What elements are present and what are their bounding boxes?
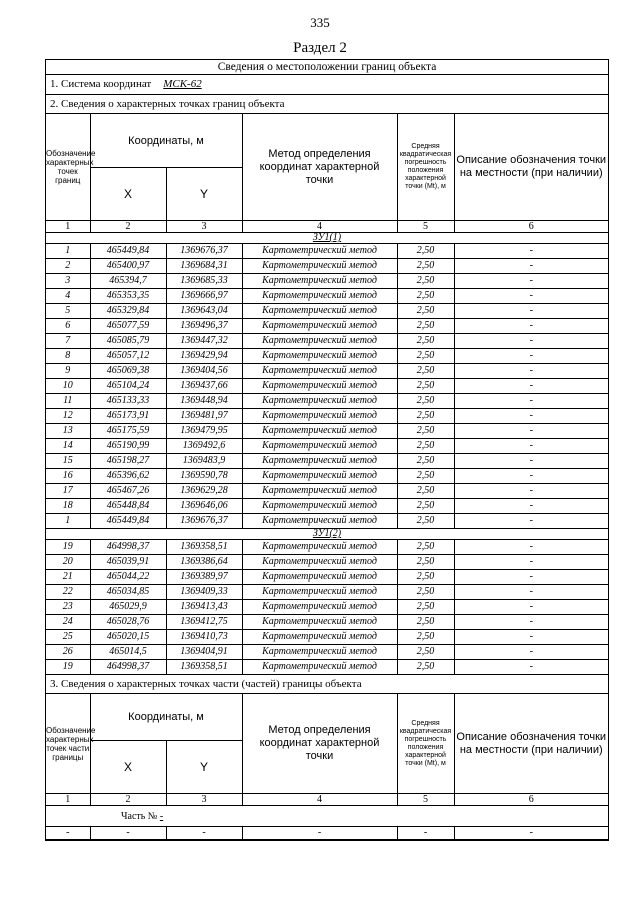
table-cell: 1369483,9	[166, 454, 242, 469]
table-cell: 465057,12	[90, 349, 166, 364]
table-row	[46, 570, 608, 585]
part-label-cell	[46, 806, 608, 827]
table-cell: 465039,91	[90, 555, 166, 570]
table-cell: 1369492,6	[166, 439, 242, 454]
table-cell: Картометрический метод	[242, 244, 397, 259]
table-cell: -	[90, 827, 166, 840]
part-method-header: Метод определения координат характерной точки	[242, 694, 397, 794]
table-cell: 2,50	[397, 615, 454, 630]
group-name: ЗУ1(1)	[46, 233, 608, 244]
table-row	[46, 244, 608, 259]
table-cell: Картометрический метод	[242, 615, 397, 630]
table-cell: 465400,97	[90, 259, 166, 274]
column-number: 1	[46, 794, 90, 806]
table-cell: 2,50	[397, 499, 454, 514]
table-cell: -	[454, 570, 608, 585]
table-cell: 2,50	[397, 274, 454, 289]
table-cell: 3	[46, 274, 90, 289]
table-cell: -	[454, 439, 608, 454]
part-y-header: Y	[166, 741, 242, 794]
table-cell: 465190,99	[90, 439, 166, 454]
table-cell: Картометрический метод	[242, 379, 397, 394]
table-cell: 464998,37	[90, 540, 166, 555]
table-cell: Картометрический метод	[242, 289, 397, 304]
table-cell: 1369389,97	[166, 570, 242, 585]
table-cell: 17	[46, 484, 90, 499]
column-number: 4	[242, 794, 397, 806]
table-cell: 1369429,94	[166, 349, 242, 364]
table-cell: -	[454, 555, 608, 570]
table-row	[46, 630, 608, 645]
table-cell: Картометрический метод	[242, 394, 397, 409]
table-cell: 2,50	[397, 379, 454, 394]
table-cell: 2,50	[397, 645, 454, 660]
boundary-sheet	[45, 59, 609, 841]
column-number: 2	[90, 221, 166, 233]
table-cell: 465029,9	[90, 600, 166, 615]
part-x-header: X	[90, 741, 166, 794]
table-cell: -	[242, 827, 397, 840]
table-cell: 20	[46, 555, 90, 570]
table-cell: 5	[46, 304, 90, 319]
table-cell: 12	[46, 409, 90, 424]
table-cell: 2,50	[397, 334, 454, 349]
table-cell: -	[454, 274, 608, 289]
table-row	[46, 304, 608, 319]
table-cell: -	[454, 645, 608, 660]
table-cell: -	[454, 259, 608, 274]
table-cell: Картометрический метод	[242, 319, 397, 334]
page-number: 335	[310, 15, 330, 30]
table-cell: Картометрический метод	[242, 439, 397, 454]
table-cell: 1369685,33	[166, 274, 242, 289]
description-header: Описание обозначения точки на местности (при наличии)	[454, 114, 608, 221]
table-cell: Картометрический метод	[242, 600, 397, 615]
table-cell: -	[454, 379, 608, 394]
table-cell: 1369676,37	[166, 244, 242, 259]
table-cell: 2,50	[397, 600, 454, 615]
table-row	[46, 499, 608, 514]
table-cell: 2,50	[397, 469, 454, 484]
part-dash-row	[46, 827, 608, 840]
table-cell: 465085,79	[90, 334, 166, 349]
section2-title: 2. Сведения о характерных точках границ объекта	[46, 95, 608, 114]
coordinate-system-label: 1. Система координат	[50, 78, 152, 90]
table-cell: 2,50	[397, 484, 454, 499]
column-number: 3	[166, 794, 242, 806]
table-cell: 9	[46, 364, 90, 379]
table-cell: -	[454, 409, 608, 424]
table-cell: -	[454, 585, 608, 600]
table-cell: 2,50	[397, 570, 454, 585]
header-caption: Сведения о местоположении границ объекта	[46, 60, 608, 75]
part-number: -	[159, 810, 164, 822]
table-cell: -	[454, 289, 608, 304]
table-row	[46, 600, 608, 615]
table-row	[46, 259, 608, 274]
table-cell: 2,50	[397, 364, 454, 379]
table-cell: -	[454, 394, 608, 409]
table-cell: 1369358,51	[166, 540, 242, 555]
table-cell: Картометрический метод	[242, 469, 397, 484]
table-cell: 1369684,31	[166, 259, 242, 274]
table-cell: 1369646,06	[166, 499, 242, 514]
table-cell: -	[454, 540, 608, 555]
table-cell: 1369386,64	[166, 555, 242, 570]
table-cell: -	[454, 304, 608, 319]
column-number: 6	[454, 221, 608, 233]
table-cell: 1	[46, 244, 90, 259]
table-cell: 26	[46, 645, 90, 660]
table-cell: 2,50	[397, 304, 454, 319]
table-cell: Картометрический метод	[242, 660, 397, 675]
table-cell: 465175,59	[90, 424, 166, 439]
table-row	[46, 424, 608, 439]
table-cell: 2,50	[397, 439, 454, 454]
table-cell: Картометрический метод	[242, 555, 397, 570]
table-row	[46, 615, 608, 630]
table-row	[46, 540, 608, 555]
table-row	[46, 645, 608, 660]
group-row	[46, 233, 608, 244]
table-cell: 465396,62	[90, 469, 166, 484]
table-cell: -	[454, 319, 608, 334]
table-cell: Картометрический метод	[242, 484, 397, 499]
table-cell: 465394,7	[90, 274, 166, 289]
table-cell: -	[454, 424, 608, 439]
table-cell: 1369448,94	[166, 394, 242, 409]
table-cell: Картометрический метод	[242, 274, 397, 289]
part-error-header: Средняя квадратическая погрешность положения характерной точки (Mt), м	[397, 694, 454, 794]
table-cell: 1369358,51	[166, 660, 242, 675]
table-cell: 2,50	[397, 349, 454, 364]
table-cell: 13	[46, 424, 90, 439]
table-cell: -	[454, 630, 608, 645]
table-cell: 18	[46, 499, 90, 514]
table-row	[46, 319, 608, 334]
table-cell: 16	[46, 469, 90, 484]
table-cell: 4	[46, 289, 90, 304]
coords-header: Координаты, м	[90, 114, 242, 168]
table-cell: 2,50	[397, 514, 454, 529]
table-cell: 1369590,78	[166, 469, 242, 484]
table-cell: 1369666,97	[166, 289, 242, 304]
table-cell: -	[454, 334, 608, 349]
table-cell: 1369404,56	[166, 364, 242, 379]
table-cell: 1369412,75	[166, 615, 242, 630]
table-cell: 25	[46, 630, 90, 645]
part-point-id-header: Обозначение характерных точек части границы	[46, 694, 90, 794]
table-cell: 2,50	[397, 319, 454, 334]
table-cell: 465104,24	[90, 379, 166, 394]
section3-title: 3. Сведения о характерных точках части (частей) границы объекта	[46, 675, 608, 694]
point-id-header: Обозначение характерных точек границ	[46, 114, 90, 221]
table-cell: 14	[46, 439, 90, 454]
table-cell: Картометрический метод	[242, 630, 397, 645]
table-row	[46, 469, 608, 484]
error-header: Средняя квадратическая погрешность положения характерной точки (Mt), м	[397, 114, 454, 221]
table-row	[46, 484, 608, 499]
table-cell: Картометрический метод	[242, 409, 397, 424]
group-row	[46, 529, 608, 540]
table-cell: 1369404,91	[166, 645, 242, 660]
table-cell: 1369676,37	[166, 514, 242, 529]
table-cell: 1369629,28	[166, 484, 242, 499]
part-row	[46, 806, 608, 827]
table-cell: 11	[46, 394, 90, 409]
table-row	[46, 334, 608, 349]
table-cell: 2	[46, 259, 90, 274]
table-cell: Картометрический метод	[242, 364, 397, 379]
table-cell: 19	[46, 540, 90, 555]
table-cell: 465448,84	[90, 499, 166, 514]
table-row	[46, 660, 608, 675]
table-cell: 465173,91	[90, 409, 166, 424]
table-cell: 21	[46, 570, 90, 585]
section2-table	[46, 114, 608, 675]
table-cell: -	[454, 514, 608, 529]
table-cell: -	[166, 827, 242, 840]
column-number: 6	[454, 794, 608, 806]
table-cell: 2,50	[397, 540, 454, 555]
table-cell: -	[454, 244, 608, 259]
table-cell: 19	[46, 660, 90, 675]
table-cell: Картометрический метод	[242, 454, 397, 469]
table-cell: 2,50	[397, 585, 454, 600]
table-row	[46, 379, 608, 394]
table-cell: Картометрический метод	[242, 585, 397, 600]
table-cell: 2,50	[397, 409, 454, 424]
part-column-numbers-row	[46, 794, 608, 806]
table-cell: 2,50	[397, 244, 454, 259]
table-cell: 2,50	[397, 454, 454, 469]
table-cell: 465353,35	[90, 289, 166, 304]
table-cell: -	[454, 827, 608, 840]
table-cell: 10	[46, 379, 90, 394]
table-cell: 465020,15	[90, 630, 166, 645]
table-cell: Картометрический метод	[242, 570, 397, 585]
table-cell: 1369437,66	[166, 379, 242, 394]
table-cell: -	[454, 615, 608, 630]
table-cell: Картометрический метод	[242, 645, 397, 660]
table-cell: 15	[46, 454, 90, 469]
table-cell: 23	[46, 600, 90, 615]
table-cell: 1369496,37	[166, 319, 242, 334]
table-cell: 1369481,97	[166, 409, 242, 424]
table-cell: 465329,84	[90, 304, 166, 319]
table-cell: Картометрический метод	[242, 424, 397, 439]
table-cell: -	[454, 484, 608, 499]
table-cell: 465028,76	[90, 615, 166, 630]
table-row	[46, 585, 608, 600]
table-row	[46, 514, 608, 529]
table-cell: 465198,27	[90, 454, 166, 469]
section-title: Раздел 2	[293, 40, 347, 56]
table-cell: 465014,5	[90, 645, 166, 660]
table-cell: 2,50	[397, 289, 454, 304]
table-cell: -	[454, 660, 608, 675]
column-numbers-row	[46, 221, 608, 233]
table-cell: -	[46, 827, 90, 840]
table-cell: 1	[46, 514, 90, 529]
table-cell: 2,50	[397, 660, 454, 675]
section3-table	[46, 694, 608, 840]
column-number: 3	[166, 221, 242, 233]
table-cell: 8	[46, 349, 90, 364]
table-cell: 1369479,95	[166, 424, 242, 439]
table-cell: 1369409,33	[166, 585, 242, 600]
table-cell: 465034,85	[90, 585, 166, 600]
table-cell: Картометрический метод	[242, 334, 397, 349]
table-cell: 2,50	[397, 394, 454, 409]
table-cell: -	[454, 600, 608, 615]
table-cell: 2,50	[397, 630, 454, 645]
table-cell: 1369447,32	[166, 334, 242, 349]
part-description-header: Описание обозначения точки на местности (при наличии)	[454, 694, 608, 794]
table-cell: -	[454, 499, 608, 514]
group-name: ЗУ1(2)	[46, 529, 608, 540]
table-row	[46, 394, 608, 409]
table-row	[46, 454, 608, 469]
table-cell: Картометрический метод	[242, 259, 397, 274]
table-cell: Картометрический метод	[242, 499, 397, 514]
table-cell: 465449,84	[90, 514, 166, 529]
table-cell: Картометрический метод	[242, 304, 397, 319]
column-number: 5	[397, 221, 454, 233]
table-row	[46, 349, 608, 364]
table-row	[46, 555, 608, 570]
table-cell: 464998,37	[90, 660, 166, 675]
table-cell: 465069,38	[90, 364, 166, 379]
table-cell: 465077,59	[90, 319, 166, 334]
table-cell: 2,50	[397, 424, 454, 439]
table-cell: 24	[46, 615, 90, 630]
part-coords-header: Координаты, м	[90, 694, 242, 741]
table-cell: 1369643,04	[166, 304, 242, 319]
coordinate-system-value: МСК-62	[163, 78, 202, 90]
method-header: Метод определения координат характерной точки	[242, 114, 397, 221]
table-row	[46, 364, 608, 379]
table-cell: 465044,22	[90, 570, 166, 585]
table-cell: Картометрический метод	[242, 514, 397, 529]
table-cell: 2,50	[397, 555, 454, 570]
table-cell: 2,50	[397, 259, 454, 274]
table-cell: Картометрический метод	[242, 349, 397, 364]
table-cell: 465449,84	[90, 244, 166, 259]
table-row	[46, 274, 608, 289]
table-cell: 6	[46, 319, 90, 334]
table-row	[46, 289, 608, 304]
table-cell: 465467,26	[90, 484, 166, 499]
table-cell: 465133,33	[90, 394, 166, 409]
table-cell: -	[454, 469, 608, 484]
table-cell: 7	[46, 334, 90, 349]
column-number: 1	[46, 221, 90, 233]
column-number: 5	[397, 794, 454, 806]
coordinate-system	[46, 75, 608, 95]
table-cell: -	[454, 364, 608, 379]
table-row	[46, 439, 608, 454]
table-cell: -	[454, 349, 608, 364]
table-cell: Картометрический метод	[242, 540, 397, 555]
table-cell: -	[454, 454, 608, 469]
column-number: 2	[90, 794, 166, 806]
table-cell: 1369410,73	[166, 630, 242, 645]
y-header: Y	[166, 168, 242, 221]
table-cell: -	[397, 827, 454, 840]
column-number: 4	[242, 221, 397, 233]
part-label: Часть №	[121, 810, 158, 822]
table-row	[46, 409, 608, 424]
table-cell: 1369413,43	[166, 600, 242, 615]
x-header: X	[90, 168, 166, 221]
table-cell: 22	[46, 585, 90, 600]
